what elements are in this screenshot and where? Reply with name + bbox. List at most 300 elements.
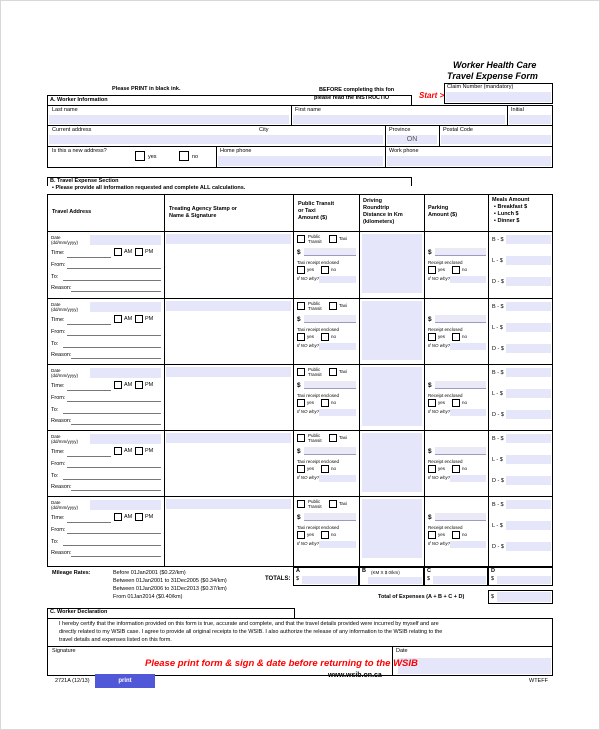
- city-label: City: [259, 127, 269, 133]
- row1-meal-breakfast-input[interactable]: [506, 235, 551, 244]
- row2-date-input[interactable]: [90, 302, 161, 312]
- row5-date-format-label: (dd/mm/yyyy): [51, 505, 78, 510]
- row3-transit-amount-input[interactable]: [304, 381, 356, 389]
- row4-taxi-receipt-yes-checkbox[interactable]: [297, 465, 305, 473]
- row4-taxi-receipt-no-label: no: [331, 466, 337, 471]
- row2-driving-km-input[interactable]: [362, 301, 422, 360]
- total-b-letter: B: [362, 568, 366, 574]
- row2-from-label: From:: [51, 329, 66, 335]
- row3-am-label: AM: [124, 382, 133, 388]
- row2-time-label: Time:: [51, 317, 65, 323]
- row2-taxi-receipt-no-checkbox[interactable]: [321, 333, 329, 341]
- declaration-line3: travel details and expenses listed on this form.: [59, 637, 172, 643]
- rate-4: From 01Jan2014 ($0.40/km): [113, 594, 183, 600]
- work-phone-label: Work phone: [389, 148, 419, 154]
- row1-pm-label: PM: [145, 249, 154, 255]
- row1-parking-amount-input[interactable]: [435, 248, 486, 256]
- total-d-letter: D: [491, 568, 495, 574]
- row2-taxi-label: Taxi: [339, 303, 348, 308]
- row5-meal-breakfast-label: B - $: [492, 502, 504, 508]
- row2-receipt-no-label: no: [462, 334, 468, 339]
- row5-taxi-why-label: If NO why?: [297, 541, 320, 546]
- row3-taxi-receipt-no-label: no: [331, 400, 337, 405]
- row1-meal-dinner-label: D - $: [492, 279, 504, 285]
- row4-to-input[interactable]: [63, 479, 161, 480]
- home-phone-input[interactable]: [218, 156, 383, 166]
- row4-taxi-checkbox[interactable]: [329, 434, 337, 442]
- row4-parking-amount-input[interactable]: [435, 447, 486, 455]
- row1-meal-lunch-input[interactable]: [506, 256, 551, 265]
- row4-meal-lunch-input[interactable]: [506, 455, 551, 464]
- row3-from-input[interactable]: [67, 401, 161, 402]
- row5-meal-breakfast-input[interactable]: [506, 500, 551, 509]
- row3-date-format-label: (dd/mm/yyyy): [51, 373, 78, 378]
- row5-to-label: To:: [51, 539, 59, 545]
- row5-public-transit-checkbox[interactable]: [297, 500, 305, 508]
- row2-date-format-label: (dd/mm/yyyy): [51, 307, 78, 312]
- work-phone-input[interactable]: [387, 156, 551, 166]
- before-note-line2: please read the INSTRUCTIO: [314, 95, 390, 101]
- claim-number-label: Claim Number (mandatory): [447, 84, 514, 90]
- website: www.wsib.on.ca: [328, 672, 382, 679]
- initial-input[interactable]: [509, 115, 551, 124]
- rate-1: Before 01Jan2001 ($0.22/km): [113, 570, 186, 576]
- row3-meal-lunch-label: L - $: [492, 391, 503, 397]
- row3-parking-amount-input[interactable]: [435, 381, 486, 389]
- row4-parking-why-label: If NO why?: [428, 475, 451, 480]
- total-c-input[interactable]: [433, 576, 486, 584]
- row2-meal-lunch-input[interactable]: [506, 323, 551, 332]
- row1-am-checkbox[interactable]: [114, 248, 122, 256]
- row1-receipt-label: Receipt enclosed: [428, 260, 463, 265]
- row2-taxi-receipt-yes-label: yes: [307, 334, 315, 339]
- row1-taxi-receipt-label: Taxi receipt enclosed: [297, 260, 340, 265]
- new-address-yes-checkbox[interactable]: [135, 151, 145, 161]
- row1-time-input[interactable]: [67, 257, 111, 258]
- row2-date-label: Date: [51, 302, 61, 307]
- row3-transit-label: Transit: [308, 372, 322, 377]
- row2-public-label: Public: [308, 301, 321, 306]
- row3-pm-label: PM: [145, 382, 154, 388]
- row3-taxi-label: Taxi: [339, 369, 348, 374]
- row3-meal-breakfast-input[interactable]: [506, 368, 551, 377]
- declaration-line2: directly related to my WSIB case. I agree to provide all original receipts to the WSIB. I also authorize the release of any information to the WSIB relating to the: [59, 629, 443, 635]
- row5-meal-lunch-input[interactable]: [506, 521, 551, 530]
- row4-pm-checkbox[interactable]: [135, 447, 143, 455]
- row3-meal-lunch-input[interactable]: [506, 389, 551, 398]
- total-d-input[interactable]: [497, 576, 551, 584]
- row3-receipt-yes-label: yes: [438, 400, 446, 405]
- row4-taxi-label: Taxi: [339, 435, 348, 440]
- first-name-label: First name: [295, 107, 321, 113]
- total-expenses-dollar: $: [491, 594, 495, 600]
- row2-receipt-label: Receipt enclosed: [428, 327, 463, 332]
- row1-transit-amount-input[interactable]: [304, 248, 356, 256]
- row1-parking-dollar: $: [428, 249, 432, 256]
- row5-taxi-receipt-no-label: no: [331, 532, 337, 537]
- row2-to-input[interactable]: [63, 347, 161, 348]
- row2-receipt-no-checkbox[interactable]: [452, 333, 460, 341]
- row1-date-format-label: (dd/mm/yyyy): [51, 240, 78, 245]
- declaration-date-input[interactable]: [398, 658, 551, 674]
- total-expenses-input[interactable]: [497, 592, 551, 602]
- rate-3: Between 01Jan2006 to 31Dec2013 ($0.37/km): [113, 586, 227, 592]
- row1-meal-lunch-label: L - $: [492, 258, 503, 264]
- col-transit-line3: Amount ($): [298, 215, 328, 221]
- row4-taxi-why-input[interactable]: [319, 475, 356, 482]
- col-parking-line1: Parking: [428, 205, 449, 211]
- col-meals-line2: ▪ Breakfast $: [494, 204, 528, 210]
- row5-agency-input[interactable]: [166, 499, 291, 509]
- row2-taxi-receipt-yes-checkbox[interactable]: [297, 333, 305, 341]
- row5-reason-label: Reason:: [51, 550, 72, 556]
- row4-taxi-why-label: If NO why?: [297, 475, 320, 480]
- row1-meal-dinner-input[interactable]: [506, 277, 551, 286]
- row4-public-transit-checkbox[interactable]: [297, 434, 305, 442]
- row4-from-input[interactable]: [67, 467, 161, 468]
- total-expenses-label: Total of Expenses (A + B + C + D): [378, 594, 465, 600]
- row4-parking-dollar: $: [428, 448, 432, 455]
- row5-taxi-receipt-yes-label: yes: [307, 532, 315, 537]
- row3-time-label: Time:: [51, 383, 65, 389]
- row5-taxi-receipt-no-checkbox[interactable]: [321, 531, 329, 539]
- row2-transit-dollar: $: [297, 316, 301, 323]
- row5-receipt-yes-checkbox[interactable]: [428, 531, 436, 539]
- row1-taxi-label: Taxi: [339, 236, 348, 241]
- province-input[interactable]: ON: [387, 135, 437, 144]
- row3-meal-breakfast-label: B - $: [492, 370, 504, 376]
- row5-taxi-label: Taxi: [339, 501, 348, 506]
- row3-taxi-receipt-yes-label: yes: [307, 400, 315, 405]
- row3-taxi-receipt-yes-checkbox[interactable]: [297, 399, 305, 407]
- row4-public-label: Public: [308, 433, 321, 438]
- total-c-dollar: $: [427, 576, 431, 582]
- row2-transit-amount-input[interactable]: [304, 315, 356, 323]
- row3-taxi-receipt-no-checkbox[interactable]: [321, 399, 329, 407]
- col-driving-line1: Driving: [363, 198, 382, 204]
- row1-driving-km-input[interactable]: [362, 234, 422, 293]
- total-a-letter: A: [296, 568, 300, 574]
- row3-pm-checkbox[interactable]: [135, 381, 143, 389]
- current-address-input[interactable]: [49, 135, 383, 144]
- row3-from-label: From:: [51, 395, 66, 401]
- row1-taxi-checkbox[interactable]: [329, 235, 337, 243]
- row3-receipt-no-checkbox[interactable]: [452, 399, 460, 407]
- row1-receipt-yes-checkbox[interactable]: [428, 266, 436, 274]
- date-label: Date: [396, 648, 408, 654]
- row5-parking-dollar: $: [428, 514, 432, 521]
- row1-time-label: Time:: [51, 250, 65, 256]
- row2-pm-checkbox[interactable]: [135, 315, 143, 323]
- row5-taxi-checkbox[interactable]: [329, 500, 337, 508]
- row3-parking-why-input[interactable]: [450, 409, 486, 416]
- col-transit-line2: or Taxi: [298, 208, 316, 214]
- row1-reason-input[interactable]: [71, 291, 161, 292]
- row1-transit-dollar: $: [297, 249, 301, 256]
- row1-to-label: To:: [51, 274, 59, 280]
- before-note-line1: BEFORE completing this fon: [319, 87, 395, 93]
- row4-to-label: To:: [51, 473, 59, 479]
- row3-to-input[interactable]: [63, 413, 161, 414]
- postal-code-input[interactable]: [441, 135, 551, 144]
- totals-label: TOTALS:: [265, 576, 291, 582]
- new-address-no-checkbox[interactable]: [179, 151, 189, 161]
- col-transit-line1: Public Transit: [298, 201, 335, 207]
- new-address-yes-label: yes: [148, 154, 157, 160]
- row5-transit-label: Transit: [308, 504, 322, 509]
- row4-receipt-label: Receipt enclosed: [428, 459, 463, 464]
- row4-receipt-yes-checkbox[interactable]: [428, 465, 436, 473]
- row2-meal-dinner-label: D - $: [492, 346, 504, 352]
- print-button[interactable]: print: [95, 674, 155, 688]
- row4-agency-input[interactable]: [166, 433, 291, 443]
- section-b-instruction: ▪ Please provide all information requested and complete ALL calculations.: [52, 185, 246, 191]
- row4-meal-breakfast-input[interactable]: [506, 434, 551, 443]
- row1-receipt-yes-label: yes: [438, 267, 446, 272]
- row4-time-label: Time:: [51, 449, 65, 455]
- section-a-heading: A. Worker Information: [50, 97, 108, 103]
- row4-from-label: From:: [51, 461, 66, 467]
- row3-public-transit-checkbox[interactable]: [297, 368, 305, 376]
- row5-am-label: AM: [124, 514, 133, 520]
- row3-meal-dinner-label: D - $: [492, 412, 504, 418]
- claim-number-input[interactable]: [446, 92, 551, 102]
- row2-meal-breakfast-input[interactable]: [506, 302, 551, 311]
- row1-date-label: Date: [51, 235, 61, 240]
- row1-from-input[interactable]: [67, 268, 161, 269]
- row2-from-input[interactable]: [67, 335, 161, 336]
- row5-am-checkbox[interactable]: [114, 513, 122, 521]
- row3-meal-dinner-input[interactable]: [506, 410, 551, 419]
- row2-parking-why-label: If NO why?: [428, 343, 451, 348]
- total-c-letter: C: [427, 568, 431, 574]
- row4-reason-input[interactable]: [71, 490, 161, 491]
- row5-from-label: From:: [51, 527, 66, 533]
- row2-taxi-checkbox[interactable]: [329, 302, 337, 310]
- row3-receipt-label: Receipt enclosed: [428, 393, 463, 398]
- row3-date-label: Date: [51, 368, 61, 373]
- row3-time-input[interactable]: [67, 390, 111, 391]
- row5-time-input[interactable]: [67, 522, 111, 523]
- signature-label: Signature: [52, 648, 76, 654]
- row3-driving-km-input[interactable]: [362, 367, 422, 426]
- row5-receipt-no-checkbox[interactable]: [452, 531, 460, 539]
- row5-meal-dinner-input[interactable]: [506, 542, 551, 551]
- row1-date-input[interactable]: [90, 235, 161, 245]
- row1-transit-label: Transit: [308, 239, 322, 244]
- row5-public-label: Public: [308, 499, 321, 504]
- row4-meal-dinner-input[interactable]: [506, 476, 551, 485]
- row2-reason-input[interactable]: [71, 358, 161, 359]
- last-name-input[interactable]: [49, 115, 289, 124]
- row1-taxi-why-input[interactable]: [319, 276, 356, 283]
- row4-taxi-receipt-yes-label: yes: [307, 466, 315, 471]
- row1-from-label: From:: [51, 262, 66, 268]
- row4-transit-label: Transit: [308, 438, 322, 443]
- row2-agency-input[interactable]: [166, 301, 291, 311]
- row4-pm-label: PM: [145, 448, 154, 454]
- print-note: Please PRINT in black ink.: [112, 86, 181, 92]
- row4-transit-amount-input[interactable]: [304, 447, 356, 455]
- row2-parking-dollar: $: [428, 316, 432, 323]
- row2-taxi-receipt-no-label: no: [331, 334, 337, 339]
- row4-taxi-receipt-no-checkbox[interactable]: [321, 465, 329, 473]
- col-meals-line3: ▪ Lunch $: [494, 211, 519, 217]
- row3-parking-why-label: If NO why?: [428, 409, 451, 414]
- form-code: 2721A (12/13): [55, 678, 90, 684]
- row2-taxi-why-label: If NO why?: [297, 343, 320, 348]
- row3-am-checkbox[interactable]: [114, 381, 122, 389]
- row2-reason-label: Reason:: [51, 352, 72, 358]
- row1-taxi-receipt-yes-checkbox[interactable]: [297, 266, 305, 274]
- col-agency-line1: Treating Agency Stamp or: [169, 206, 237, 212]
- row4-am-label: AM: [124, 448, 133, 454]
- row5-from-input[interactable]: [67, 533, 161, 534]
- postal-code-label: Postal Code: [443, 127, 473, 133]
- row5-to-input[interactable]: [63, 545, 161, 546]
- total-a-dollar: $: [296, 576, 300, 582]
- row5-receipt-yes-label: yes: [438, 532, 446, 537]
- row2-meal-dinner-input[interactable]: [506, 344, 551, 353]
- row4-receipt-yes-label: yes: [438, 466, 446, 471]
- row2-public-transit-checkbox[interactable]: [297, 302, 305, 310]
- rate-2: Between 01Jan2001 to 31Dec2005 ($0.34/km): [113, 578, 227, 584]
- row3-parking-dollar: $: [428, 382, 432, 389]
- row4-driving-km-input[interactable]: [362, 433, 422, 492]
- row4-time-input[interactable]: [67, 456, 111, 457]
- total-b-input[interactable]: [368, 577, 422, 584]
- row1-receipt-no-checkbox[interactable]: [452, 266, 460, 274]
- mileage-rates-label: Mileage Rates:: [52, 570, 91, 576]
- row2-am-label: AM: [124, 316, 133, 322]
- row2-pm-label: PM: [145, 316, 154, 322]
- col-parking-line2: Amount ($): [428, 212, 458, 218]
- row1-parking-why-input[interactable]: [450, 276, 486, 283]
- row5-taxi-receipt-yes-checkbox[interactable]: [297, 531, 305, 539]
- row2-meal-lunch-label: L - $: [492, 325, 503, 331]
- row5-parking-why-input[interactable]: [450, 541, 486, 548]
- sign-note: Please print form & sign & date before returning to the WSIB: [145, 658, 418, 669]
- form-code-right: WTEFF: [529, 678, 548, 684]
- section-b-heading: B. Travel Expense Section: [50, 178, 119, 184]
- form-title-line2: Travel Expense Form: [447, 71, 538, 81]
- row2-parking-amount-input[interactable]: [435, 315, 486, 323]
- row5-pm-label: PM: [145, 514, 154, 520]
- row5-date-input[interactable]: [90, 500, 161, 510]
- last-name-label: Last name: [52, 107, 78, 113]
- row5-taxi-why-input[interactable]: [319, 541, 356, 548]
- row5-transit-dollar: $: [297, 514, 301, 521]
- row5-receipt-label: Receipt enclosed: [428, 525, 463, 530]
- row3-receipt-yes-checkbox[interactable]: [428, 399, 436, 407]
- row4-taxi-receipt-label: Taxi receipt enclosed: [297, 459, 340, 464]
- row1-agency-input[interactable]: [166, 234, 291, 244]
- home-phone-label: Home phone: [220, 148, 252, 154]
- row2-receipt-yes-label: yes: [438, 334, 446, 339]
- current-address-label: Current address: [52, 127, 92, 133]
- row3-date-input[interactable]: [90, 368, 161, 378]
- col-driving-line3: Distance in Km: [363, 212, 403, 218]
- row4-date-label: Date: [51, 434, 61, 439]
- first-name-input[interactable]: [293, 115, 505, 124]
- initial-label: Initial: [511, 107, 524, 113]
- row5-time-label: Time:: [51, 515, 65, 521]
- row4-date-format-label: (dd/mm/yyyy): [51, 439, 78, 444]
- row4-meal-breakfast-label: B - $: [492, 436, 504, 442]
- section-c-heading: C. Worker Declaration: [50, 609, 108, 615]
- row5-reason-input[interactable]: [71, 556, 161, 557]
- row5-parking-why-label: If NO why?: [428, 541, 451, 546]
- row2-time-input[interactable]: [67, 324, 111, 325]
- col-agency-line2: Name & Signature: [169, 213, 217, 219]
- start-marker: Start >: [419, 91, 445, 100]
- row2-to-label: To:: [51, 341, 59, 347]
- km-rate: (KM X $ 0/km): [371, 570, 400, 575]
- row4-meal-lunch-label: L - $: [492, 457, 503, 463]
- row2-transit-label: Transit: [308, 306, 322, 311]
- row5-pm-checkbox[interactable]: [135, 513, 143, 521]
- row1-to-input[interactable]: [63, 280, 161, 281]
- row3-taxi-checkbox[interactable]: [329, 368, 337, 376]
- row3-receipt-no-label: no: [462, 400, 468, 405]
- row3-taxi-why-input[interactable]: [319, 409, 356, 416]
- row1-reason-label: Reason:: [51, 285, 72, 291]
- row3-taxi-why-label: If NO why?: [297, 409, 320, 414]
- row4-reason-label: Reason:: [51, 484, 72, 490]
- row4-date-input[interactable]: [90, 434, 161, 444]
- row5-taxi-receipt-label: Taxi receipt enclosed: [297, 525, 340, 530]
- declaration-line1: I hereby certify that the information provided on this form is true, accurate and complete, and that the travel details provided were incurred by myself and are: [59, 621, 439, 627]
- row4-meal-dinner-label: D - $: [492, 478, 504, 484]
- row3-reason-input[interactable]: [71, 424, 161, 425]
- form-title-line1: Worker Health Care: [453, 60, 537, 70]
- new-address-no-label: no: [192, 154, 199, 160]
- total-a-input[interactable]: [302, 576, 357, 584]
- row4-receipt-no-label: no: [462, 466, 468, 471]
- row1-public-transit-checkbox[interactable]: [297, 235, 305, 243]
- row5-parking-amount-input[interactable]: [435, 513, 486, 521]
- province-label: Province: [389, 127, 411, 133]
- row2-am-checkbox[interactable]: [114, 315, 122, 323]
- row2-meal-breakfast-label: B - $: [492, 304, 504, 310]
- row4-am-checkbox[interactable]: [114, 447, 122, 455]
- row5-meal-lunch-label: L - $: [492, 523, 503, 529]
- row3-agency-input[interactable]: [166, 367, 291, 377]
- row1-public-label: Public: [308, 234, 321, 239]
- row1-receipt-no-label: no: [462, 267, 468, 272]
- row2-parking-why-input[interactable]: [450, 343, 486, 350]
- row1-taxi-why-label: If NO why?: [297, 276, 320, 281]
- row4-parking-why-input[interactable]: [450, 475, 486, 482]
- total-d-dollar: $: [491, 576, 495, 582]
- row1-taxi-receipt-no-label: no: [331, 267, 337, 272]
- row1-pm-checkbox[interactable]: [135, 248, 143, 256]
- row2-taxi-why-input[interactable]: [319, 343, 356, 350]
- row3-transit-dollar: $: [297, 382, 301, 389]
- row2-receipt-yes-checkbox[interactable]: [428, 333, 436, 341]
- row5-driving-km-input[interactable]: [362, 499, 422, 558]
- row1-parking-why-label: If NO why?: [428, 276, 451, 281]
- row5-transit-amount-input[interactable]: [304, 513, 356, 521]
- row1-am-label: AM: [124, 249, 133, 255]
- col-driving-line4: (kilometers): [363, 219, 395, 225]
- row4-receipt-no-checkbox[interactable]: [452, 465, 460, 473]
- row1-meal-breakfast-label: B - $: [492, 237, 504, 243]
- row1-taxi-receipt-no-checkbox[interactable]: [321, 266, 329, 274]
- row1-taxi-receipt-yes-label: yes: [307, 267, 315, 272]
- new-address-question: Is this a new address?: [52, 148, 107, 154]
- row5-date-label: Date: [51, 500, 61, 505]
